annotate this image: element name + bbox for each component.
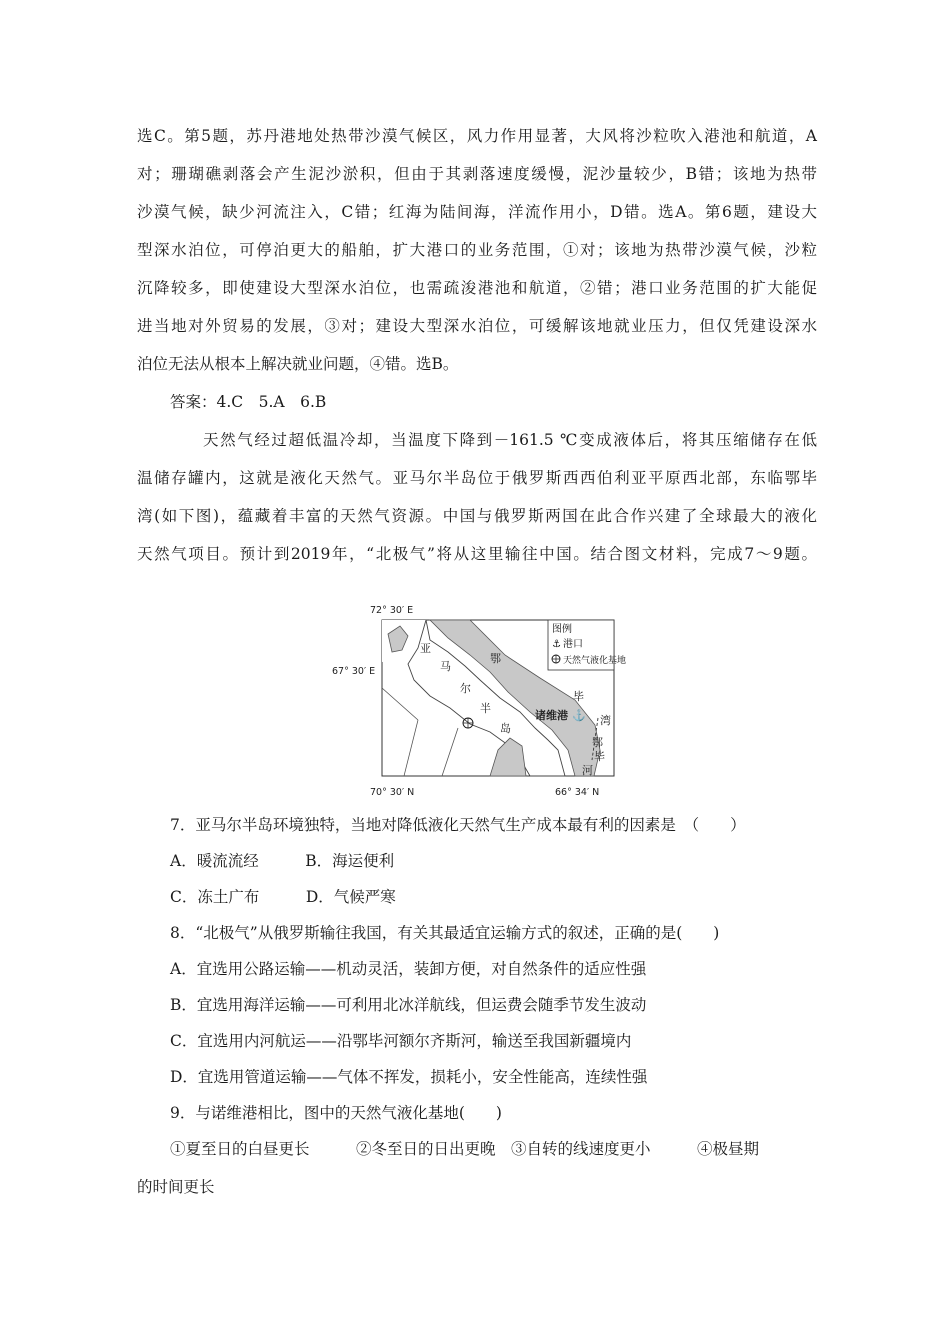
lat-label-bottom-left: 70° 30′ N — [370, 787, 415, 798]
q7-options-row1: A．暖流流经 B．海运便利 — [170, 852, 395, 870]
explanation-line-5: 沉降较多，即使建设大型深水泊位，也需疏浚港池和航道，②错；港口业务范围的扩大能促 — [137, 279, 817, 297]
river-char-3: 河 — [582, 764, 593, 777]
bay-char-2: 毕 — [573, 690, 584, 703]
passage-line-1: 天然气经过超低温冷却，当温度下降到－161.5 ℃变成液体后，将其压缩储存在低 — [203, 431, 817, 449]
q8-option-a: A．宜选用公路运输——机动灵活，装卸方便，对自然条件的适应性强 — [170, 960, 647, 978]
lat-label-left: 67° 30′ E — [332, 666, 376, 677]
explanation-line-1: 选C。第5题，苏丹港地处热带沙漠气候区，风力作用显著，大风将沙粒吹入港池和航道，A — [137, 127, 817, 145]
explanation-line-6: 进当地对外贸易的发展，③对；建设大型深水泊位，可缓解该地就业压力，但仅凭建设深水 — [137, 317, 817, 335]
port-anchor-icon: ⚓ — [572, 709, 586, 722]
answer-line: 答案：4.C 5.A 6.B — [170, 393, 327, 411]
passage-line-3: 湾(如下图)，蕴藏着丰富的天然气资源。中国与俄罗斯两国在此合作兴建了全球最大的液化 — [137, 507, 817, 525]
q9-options-cont: 的时间更长 — [137, 1178, 215, 1196]
explanation-line-2: 对；珊瑚礁剥落会产生泥沙淤积，但由于其剥落速度缓慢，泥沙量较少，B错；该地为热带 — [137, 165, 817, 183]
q8-option-b: B．宜选用海洋运输——可利用北冰洋航线，但运费会随季节发生波动 — [170, 996, 647, 1014]
explanation-line-4: 型深水泊位，可停泊更大的船舶，扩大港口的业务范围，①对；该地为热带沙漠气候，沙粒 — [137, 241, 817, 259]
lat-label-bottom-right: 66° 34′ N — [555, 787, 600, 798]
bay-char-1: 鄂 — [490, 652, 501, 665]
q7-options-row2: C．冻土广布 D．气候严寒 — [170, 888, 396, 906]
explanation-line-3: 沙漠气候，缺少河流注入，C错；红海为陆间海，洋流作用小，D错。选A。第6题，建设大 — [137, 203, 817, 221]
peninsula-char-4: 半 — [480, 702, 491, 715]
passage-line-2: 温储存罐内，这就是液化天然气。亚马尔半岛位于俄罗斯西西伯利亚平原西北部，东临鄂毕 — [137, 469, 817, 487]
q8-option-c: C．宜选用内河航运——沿鄂毕河额尔齐斯河，输送至我国新疆境内 — [170, 1032, 632, 1050]
river-char-1: 鄂 — [592, 736, 603, 749]
yamal-map — [330, 600, 630, 800]
bay-char-3: 湾 — [600, 714, 611, 727]
q8-stem: 8．“北极气”从俄罗斯输往我国，有关其最适宜运输方式的叙述，正确的是( ) — [170, 924, 720, 942]
peninsula-char-2: 马 — [440, 660, 451, 673]
q7-stem: 7．亚马尔半岛环境独特，当地对降低液化天然气生产成本最有利的因素是 （ ） — [170, 816, 746, 834]
peninsula-char-5: 岛 — [500, 722, 511, 735]
passage-line-4: 天然气项目。预计到2019年，“北极气”将从这里输往中国。结合图文材料，完成7～9题。 — [137, 545, 817, 563]
q8-option-d: D．宜选用管道运输——气体不挥发，损耗小，安全性能高，连续性强 — [170, 1068, 648, 1086]
river-char-2: 毕 — [594, 750, 605, 763]
legend-lng-label: 天然气液化基地 — [563, 656, 627, 666]
q9-stem: 9．与诺维港相比，图中的天然气液化基地( ) — [170, 1104, 502, 1122]
map-svg — [330, 600, 630, 800]
legend-title: 图例 — [552, 624, 572, 635]
legend-port-label: 港口 — [563, 639, 583, 650]
anchor-icon: ⚓ — [552, 639, 561, 650]
q9-options: ①夏至日的白昼更长 ②冬至日的日出更晚 ③自转的线速度更小 ④极昼期 — [170, 1140, 760, 1158]
port-label: 诸维港 — [535, 709, 568, 722]
explanation-line-7: 泊位无法从根本上解决就业问题，④错。选B。 — [137, 355, 459, 373]
lon-label-top: 72° 30′ E — [370, 605, 414, 616]
peninsula-char-3: 尔 — [460, 682, 471, 695]
peninsula-char-1: 亚 — [420, 642, 431, 655]
